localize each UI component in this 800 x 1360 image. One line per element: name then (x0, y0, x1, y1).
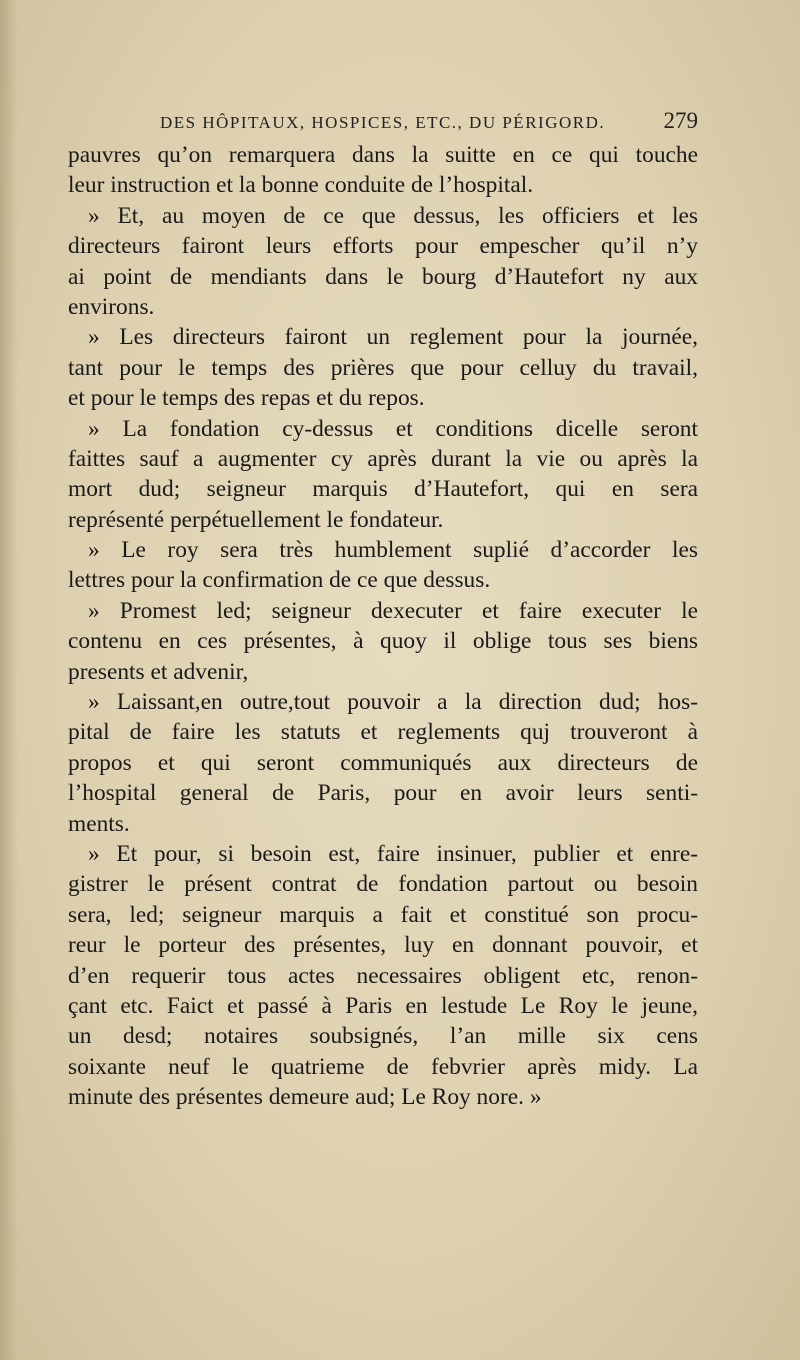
text-line: reur le porteur des présentes, luy en donnant pouvoir, et (68, 932, 698, 959)
text-line: et pour le temps des repas et du repos. (68, 385, 425, 412)
text-line: presents et advenir, (68, 658, 249, 685)
text-line: tant pour le temps des prières que pour celluy du travail, (68, 354, 698, 381)
text-line: gistrer le présent contrat de fondation partout ou besoin (68, 871, 698, 898)
page-edge-shadow (0, 0, 18, 1360)
text-line: propos et qui seront communiqués aux directeurs de (68, 749, 698, 776)
text-line: » Promest led; seigneur dexecuter et faire executer le (88, 597, 698, 624)
text-line: contenu en ces présentes, à quoy il oblige tous ses biens (68, 628, 698, 655)
text-line: un desd; notaires soubsignés, l’an mille six cens (68, 1023, 698, 1050)
page-header (68, 108, 698, 134)
text-line: directeurs fairont leurs efforts pour empescher qu’il n’y (68, 233, 698, 260)
body-text (68, 140, 698, 1113)
page-number: 279 (663, 108, 698, 133)
text-line: » Le roy sera très humblement suplié d’accorder les (88, 537, 698, 564)
text-line: lettres pour la confirmation de ce que dessus. (68, 567, 491, 594)
text-line: pital de faire les statuts et reglements quj trouveront à (68, 719, 698, 746)
text-line: ai point de mendiants dans le bourg d’Hautefort ny aux (68, 263, 698, 290)
text-line: pauvres qu’on remarquera dans la suitte en ce qui touche (68, 142, 698, 168)
text-line: leur instruction et la bonne conduite de l’hospital. (68, 172, 534, 199)
text-line: représenté perpétuellement le fondateur. (68, 506, 444, 533)
text-line: » Laissant,en outre,tout pouvoir a la direction dud; hos- (88, 689, 698, 716)
running-head: DES HÔPITAUX, HOSPICES, ETC., DU PÉRIGORD. (160, 113, 606, 132)
text-line: ments. (68, 810, 130, 837)
text-line: » La fondation cy-dessus et conditions dicelle seront (88, 415, 698, 442)
text-line: soixante neuf le quatrieme de febvrier après midy. La (68, 1053, 698, 1080)
text-line: d’en requerir tous actes necessaires obligent etc, renon- (68, 962, 698, 989)
text-line: faittes sauf a augmenter cy après durant la vie ou après la (68, 445, 698, 472)
text-line: minute des présentes demeure aud; Le Roy nore. » (68, 1084, 542, 1111)
text-line: çant etc. Faict et passé à Paris en lestude Le Roy le jeune, (68, 992, 698, 1019)
text-line: » Les directeurs fairont un reglement pour la journée, (88, 324, 698, 351)
text-line: sera, led; seigneur marquis a fait et constitué son procu- (68, 901, 698, 928)
text-line: » Et, au moyen de ce que dessus, les officiers et les (88, 202, 698, 229)
text-line: » Et pour, si besoin est, faire insinuer, publier et enre- (88, 840, 698, 867)
text-line: mort dud; seigneur marquis d’Hautefort, qui en sera (68, 476, 698, 503)
text-line: environs. (68, 293, 155, 320)
text-line: l’hospital general de Paris, pour en avoir leurs senti- (68, 780, 698, 807)
